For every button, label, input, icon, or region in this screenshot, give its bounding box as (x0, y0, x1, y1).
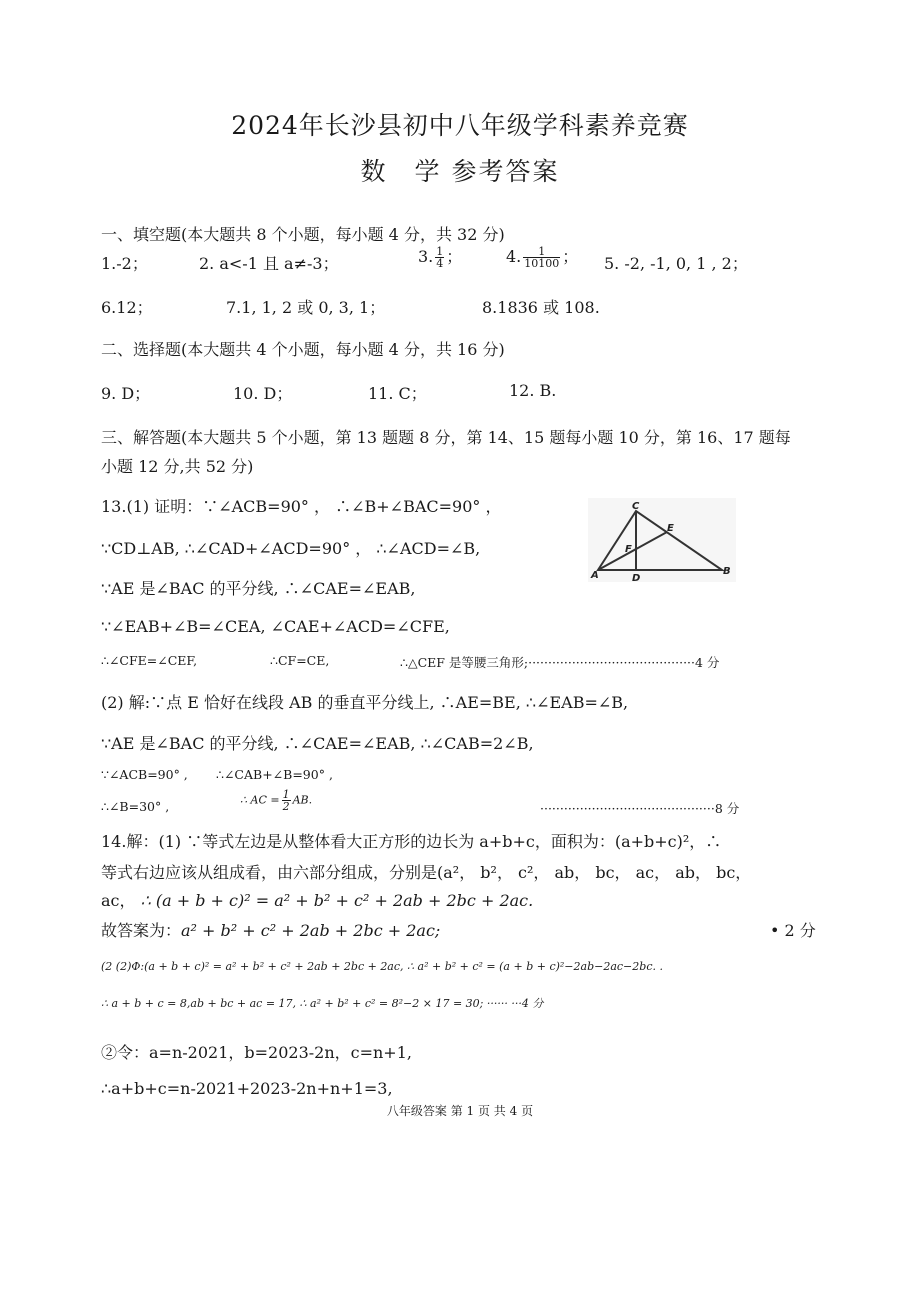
q14-line6: ∴ a + b + c = 8,ab + bc + ac = 17, ∴ a² + b² + c² = 8²−2 × 17 = 30; ······ ···4 分 (101, 997, 544, 1010)
document-subtitle: 数 学 参考答案 (360, 157, 560, 186)
answer-4-suffix: ； (562, 247, 579, 266)
q13-line4: ∵∠EAB+∠B=∠CEA, ∠CAE+∠ACD=∠CFE, (101, 617, 450, 636)
label-e: E (667, 523, 674, 534)
q14-line3-prefix: ac， (101, 891, 141, 910)
answer-4-label: 4. (506, 247, 522, 266)
fraction-denominator: 2 (282, 800, 290, 813)
formula-fraction (282, 789, 291, 812)
q13-line9-score: ············································8 分 (540, 801, 740, 816)
answer-10: 10. D； (233, 384, 293, 403)
formula-lhs: ∴ AC = (240, 793, 280, 807)
triangle-figure (588, 498, 736, 582)
fraction-numerator: 1 (436, 245, 444, 258)
q14-line4 (101, 918, 440, 941)
q13-line3: ∵AE 是∠BAC 的平分线, ∴∠CAE=∠EAB, (101, 579, 416, 598)
q14-line5: (2 (2)Φ:(a + b + c)² = a² + b² + c² + 2ab + 2bc + 2ac, ∴ a² + b² + c² = (a + b + c)²−2ab−2ac−2bc. . (101, 960, 663, 973)
section3-header-line1: 三、解答题(本大题共 5 个小题，第 13 题题 8 分，第 14、15 题每小题 10 分，第 16、17 题每 (101, 428, 791, 447)
answer-1: 1.-2； (101, 254, 148, 273)
section3-header-line2: 小题 12 分,共 52 分) (101, 457, 254, 476)
document-title: 2024年长沙县初中八年级学科素养竞赛 (231, 111, 689, 140)
q13-line5-b: ∴CF=CE, (270, 653, 330, 668)
q13-line6: (2) 解:∵点 E 恰好在线段 AB 的垂直平分线上, ∴AE=BE, ∴∠EAB=∠B, (101, 693, 629, 712)
q14-identity: ∴ (a + b + c)² = a² + b² + c² + 2ab + 2bc + 2ac. (140, 891, 534, 910)
answer-5: 5. -2, -1, 0, 1 , 2； (604, 254, 748, 273)
q13-line1: 13.(1) 证明：∵∠ACB=90° ， ∴∠B+∠BAC=90° ， (101, 497, 502, 516)
page-footer: 八年级答案 第 1 页 共 4 页 (386, 1104, 534, 1118)
q13-line8-b: ∴∠CAB+∠B=90° , (216, 767, 333, 782)
q14-line1: 14.解：(1) ∵等式左边是从整体看大正方形的边长为 a+b+c，面积为：(a+b+c)²，∴ (101, 832, 722, 851)
q13-line5-c: ∴△CEF 是等腰三角形;··········································4 分 (400, 655, 720, 670)
label-c: C (632, 501, 640, 512)
q13-line9-formula (240, 789, 312, 812)
q13-line5-a: ∴∠CFE=∠CEF, (101, 653, 198, 668)
section1-header: 一、填空题(本大题共 8 个小题，每小题 4 分，共 32 分) (101, 225, 505, 244)
answer-6: 6.12； (101, 298, 153, 317)
q14-line2: 等式右边应该从组成看，由六部分组成，分别是(a²， b²， c²， ab， bc， ac， ab， bc， (101, 863, 752, 882)
answer-3-suffix: ； (446, 247, 463, 266)
formula-rhs: AB. (292, 793, 313, 807)
answer-9: 9. D； (101, 384, 151, 403)
q14-answer-label: 故答案为： (101, 921, 182, 940)
answer-4 (506, 244, 578, 269)
q13-line8-a: ∵∠ACB=90° , (101, 767, 188, 782)
fraction-denominator: 4 (436, 257, 444, 270)
label-a: A (591, 570, 599, 581)
answer-3-label: 3. (418, 247, 434, 266)
answer-12: 12. B. (509, 381, 557, 400)
section2-header: 二、选择题(本大题共 4 个小题，每小题 4 分，共 16 分) (101, 340, 505, 359)
fraction-numerator: 1 (282, 788, 290, 801)
fraction-numerator: 1 (523, 246, 560, 258)
answer-3 (418, 244, 462, 269)
q14-answer-expression: a² + b² + c² + 2ab + 2bc + 2ac; (181, 921, 441, 940)
q13-line2: ∵CD⊥AB, ∴∠CAD+∠ACD=90° ， ∴∠ACD=∠B, (101, 539, 481, 558)
label-d: D (632, 573, 641, 582)
q14-line3 (101, 888, 533, 911)
label-f: F (625, 544, 632, 555)
label-b: B (723, 566, 731, 577)
q14-line7: ②令：a=n-2021，b=2023-2n，c=n+1, (101, 1043, 412, 1062)
q14-score-1: • 2 分 (770, 921, 816, 940)
answer-7: 7.1, 1, 2 或 0, 3, 1； (226, 298, 386, 317)
fraction-denominator: 10100 (524, 257, 560, 270)
q14-line8: ∴a+b+c=n-2021+2023-2n+n+1=3, (101, 1079, 393, 1098)
answer-3-fraction (435, 246, 444, 269)
q13-line7: ∵AE 是∠BAC 的平分线, ∴∠CAE=∠EAB, ∴∠CAB=2∠B, (101, 734, 534, 753)
answer-11: 11. C； (368, 384, 427, 403)
answer-2: 2. a<-1 且 a≠-3； (199, 254, 339, 273)
answer-8: 8.1836 或 108. (482, 298, 600, 317)
answer-4-fraction (523, 246, 560, 269)
q13-line9-a: ∴∠B=30° , (101, 799, 170, 814)
